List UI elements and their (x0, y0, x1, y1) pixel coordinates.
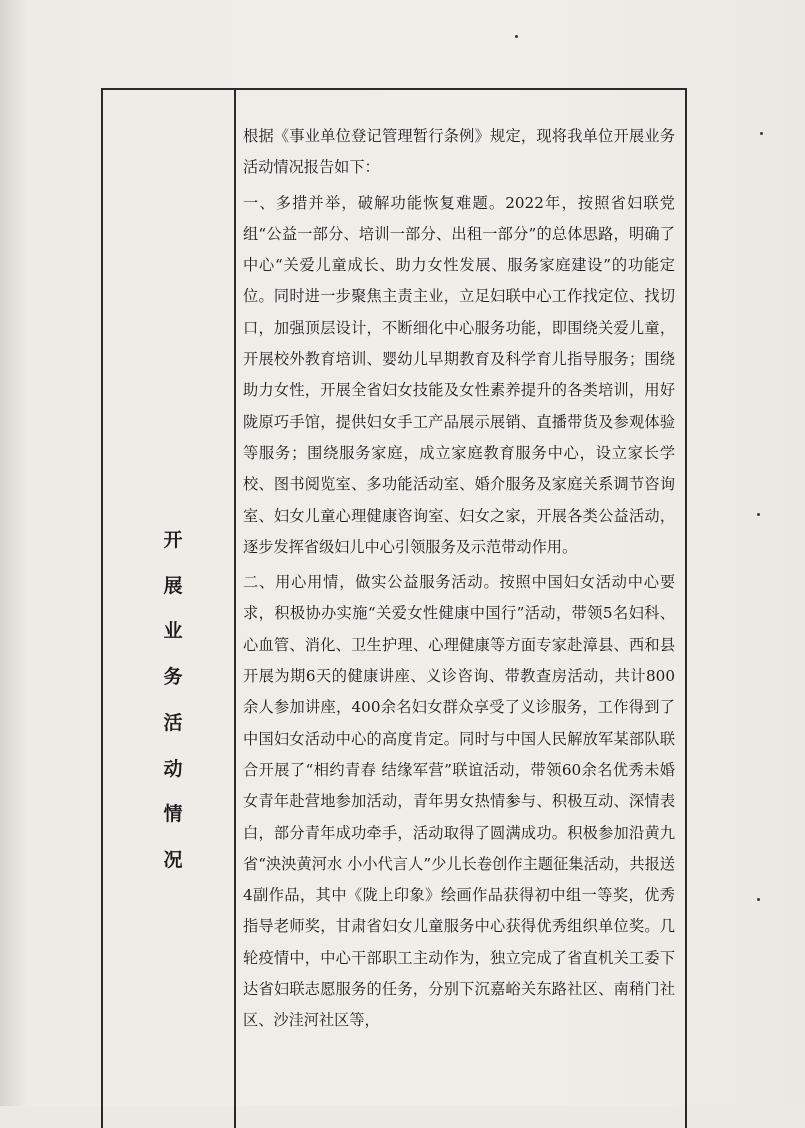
label-column (103, 90, 234, 1128)
scan-speck (760, 132, 763, 135)
scan-speck (757, 513, 760, 516)
report-table (101, 88, 687, 1128)
content-column (243, 121, 675, 1041)
section-label: 开展业务活动情况 (163, 529, 183, 871)
scan-speck (515, 35, 518, 38)
intro-paragraph: 根据《事业单位登记管理暂行条例》规定，现将我单位开展业务活动情况报告如下： (243, 127, 675, 177)
paragraph-item-two: 二、用心用情，做实公益服务活动。按照中国妇女活动中心要求，积极协办实施“关爱女性健康中国行”活动，带领5名妇科、心血管、消化、卫生护理、心理健康等方面专家赴漳县、西和县开展为期6天的健康讲座、义诊咨询、带教查房活动，共计800余人参加讲座，400余名妇女群众享受了义诊服务，工作得到了中国妇女活动中心的高度肯定。同时与中国人民解放军某部队联合开展了“相约青春 结缘军营”联谊活动，带领60余名优秀未婚女青年赴营地参加活动，青年男女热情参与、积极互动、深情表白，部分青年成功牵手，活动取得了圆满成功。积极参加沿黄九省“泱泱黄河水 小小代言人”少儿长卷创作主题征集活动，共报送4副作品，其中《陇上印象》绘画作品获得初中组一等奖，优秀指导老师奖，甘肃省妇女儿童服务中心获得优秀组织单位奖。几轮疫情中，中心干部职工主动作为，独立完成了省直机关工委下达省妇联志愿服务的任务，分别下沉嘉峪关东路社区、南稍门社区、沙洼河社区等， (243, 573, 675, 1030)
paragraph-item-one: 一、多措并举，破解功能恢复难题。2022年，按照省妇联党组“公益一部分、培训一部分、出租一部分”的总体思路，明确了中心“关爱儿童成长、助力女性发展、服务家庭建设”的功能定位。同时进一步聚焦主责主业，立足妇联中心工作找定位、找切口，加强顶层设计，不断细化中心服务功能，即围绕关爱儿童，开展校外教育培训、婴幼儿早期教育及科学育儿指导服务；围绕助力女性，开展全省妇女技能及女性素养提升的各类培训，用好陇原巧手馆，提供妇女手工产品展示展销、直播带货及参观体验等服务；围绕服务家庭，成立家庭教育服务中心，设立家长学校、图书阅览室、多功能活动室、婚介服务及家庭关系调节咨询室、妇女儿童心理健康咨询室、妇女之家，开展各类公益活动，逐步发挥省级妇儿中心引领服务及示范带动作用。 (243, 193, 675, 556)
scan-speck (757, 898, 760, 901)
column-divider (234, 90, 236, 1128)
